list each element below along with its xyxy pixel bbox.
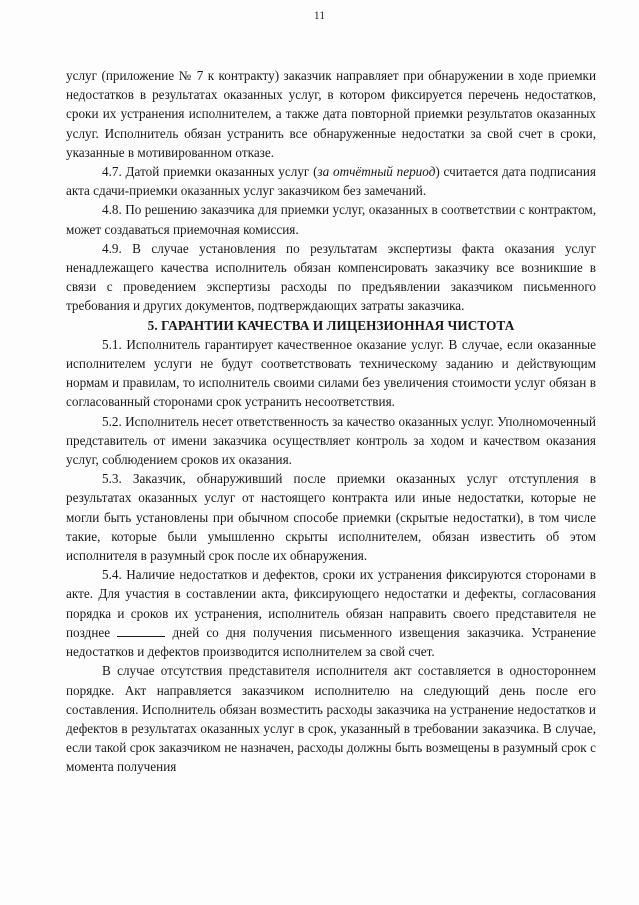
section-5-heading: 5. ГАРАНТИИ КАЧЕСТВА И ЛИЦЕНЗИОННАЯ ЧИСТОТА xyxy=(147,317,515,333)
paragraph-4-9: 4.9. В случае установления по результатам экспертизы факта оказания услуг ненадлежащего качества исполнитель обязан компенсировать заказчику все возникшие в связи с проведением экспертизы расходы по предъявлении заказчиком письменного требования и других документов, подтверждающих затраты заказчика. xyxy=(66,240,596,314)
paragraph-5-4-end: дней со дня получения письменного извещения заказчика. Устранение недостатков и дефектов производится исполнителем за свой счет. xyxy=(66,624,596,660)
document-body xyxy=(66,66,596,777)
paragraph-5-2: 5.2. Исполнитель несет ответственность за качество оказанных услуг. Уполномоченный представитель от имени заказчика осуществляет контроль за ходом и качеством оказания услуг, соблюдением сроков их оказания. xyxy=(66,413,596,468)
paragraph-5-1: 5.1. Исполнитель гарантирует качественное оказание услуг. В случае, если оказанные исполнителем услуги не будут соответствовать техническому заданию и действующим нормам и правилам, то исполнитель своими силами без увеличения стоимости услуг обязан в согласованный сторонами срок устранить несоответствия. xyxy=(66,336,596,410)
paragraph-4-7-italic: за отчётный период xyxy=(317,164,436,180)
paragraph-5-4-start: 5.4. Наличие недостатков и дефектов, сроки их устранения фиксируются сторонами в акте. Для участия в составлении акта, фиксирующего недостатки и дефекты, согласования порядка и сроков их устранения, исполнитель обязан направить своего представителя не позднее xyxy=(66,567,596,640)
paragraph-5-3: 5.3. Заказчик, обнаруживший после приемки оказанных услуг отступления в результатах оказанных услуг от настоящего контракта или иные недостатки, которые не могли быть установлены при обычном способе приемки (скрытые недостатки), в том числе такие, которые были умышленно скрыты исполнителем, обязан известить об этом исполнителя в разумный срок после их обнаружения. xyxy=(66,471,596,564)
paragraph-4-7-start: 4.7. Датой приемки оказанных услуг ( xyxy=(102,164,318,180)
paragraph-4-8: 4.8. По решению заказчика для приемки услуг, оказанных в соответствии с контрактом, может создаваться приемочная комиссия. xyxy=(66,202,596,237)
blank-underline xyxy=(117,624,165,637)
page-number: 11 xyxy=(313,8,326,22)
paragraph-continuation: услуг (приложение № 7 к контракту) заказчик направляет при обнаружении в ходе приемки недостатков в результатах оказанных услуг, в котором фиксируется перечень недостатков, сроки их устранения исполнителем, а также дата повторной приемки результатов оказанных услуг. Исполнитель обязан устранить все обнаруженные недостатки за свой счет в сроки, указанные в мотивированном отказе. xyxy=(66,68,596,160)
paragraph-5-4-continued: В случае отсутствия представителя исполнителя акт составляется в одностороннем порядке. Акт направляется заказчиком исполнителю на следующий день после его составления. Исполнитель обязан возместить расходы заказчика на устранение недостатков и дефектов в результатах оказанных услуг в срок, указанный в требовании заказчика. В случае, если такой срок заказчиком не назначен, расходы должны быть возмещены в разумный срок с момента получения xyxy=(66,663,596,775)
paragraph-5-4 xyxy=(66,565,596,661)
paragraph-4-7 xyxy=(66,162,596,200)
paragraph-4-7-end: ) считается дата подписания акта сдачи-приемки оказанных услуг заказчиком без замечаний. xyxy=(66,164,596,199)
